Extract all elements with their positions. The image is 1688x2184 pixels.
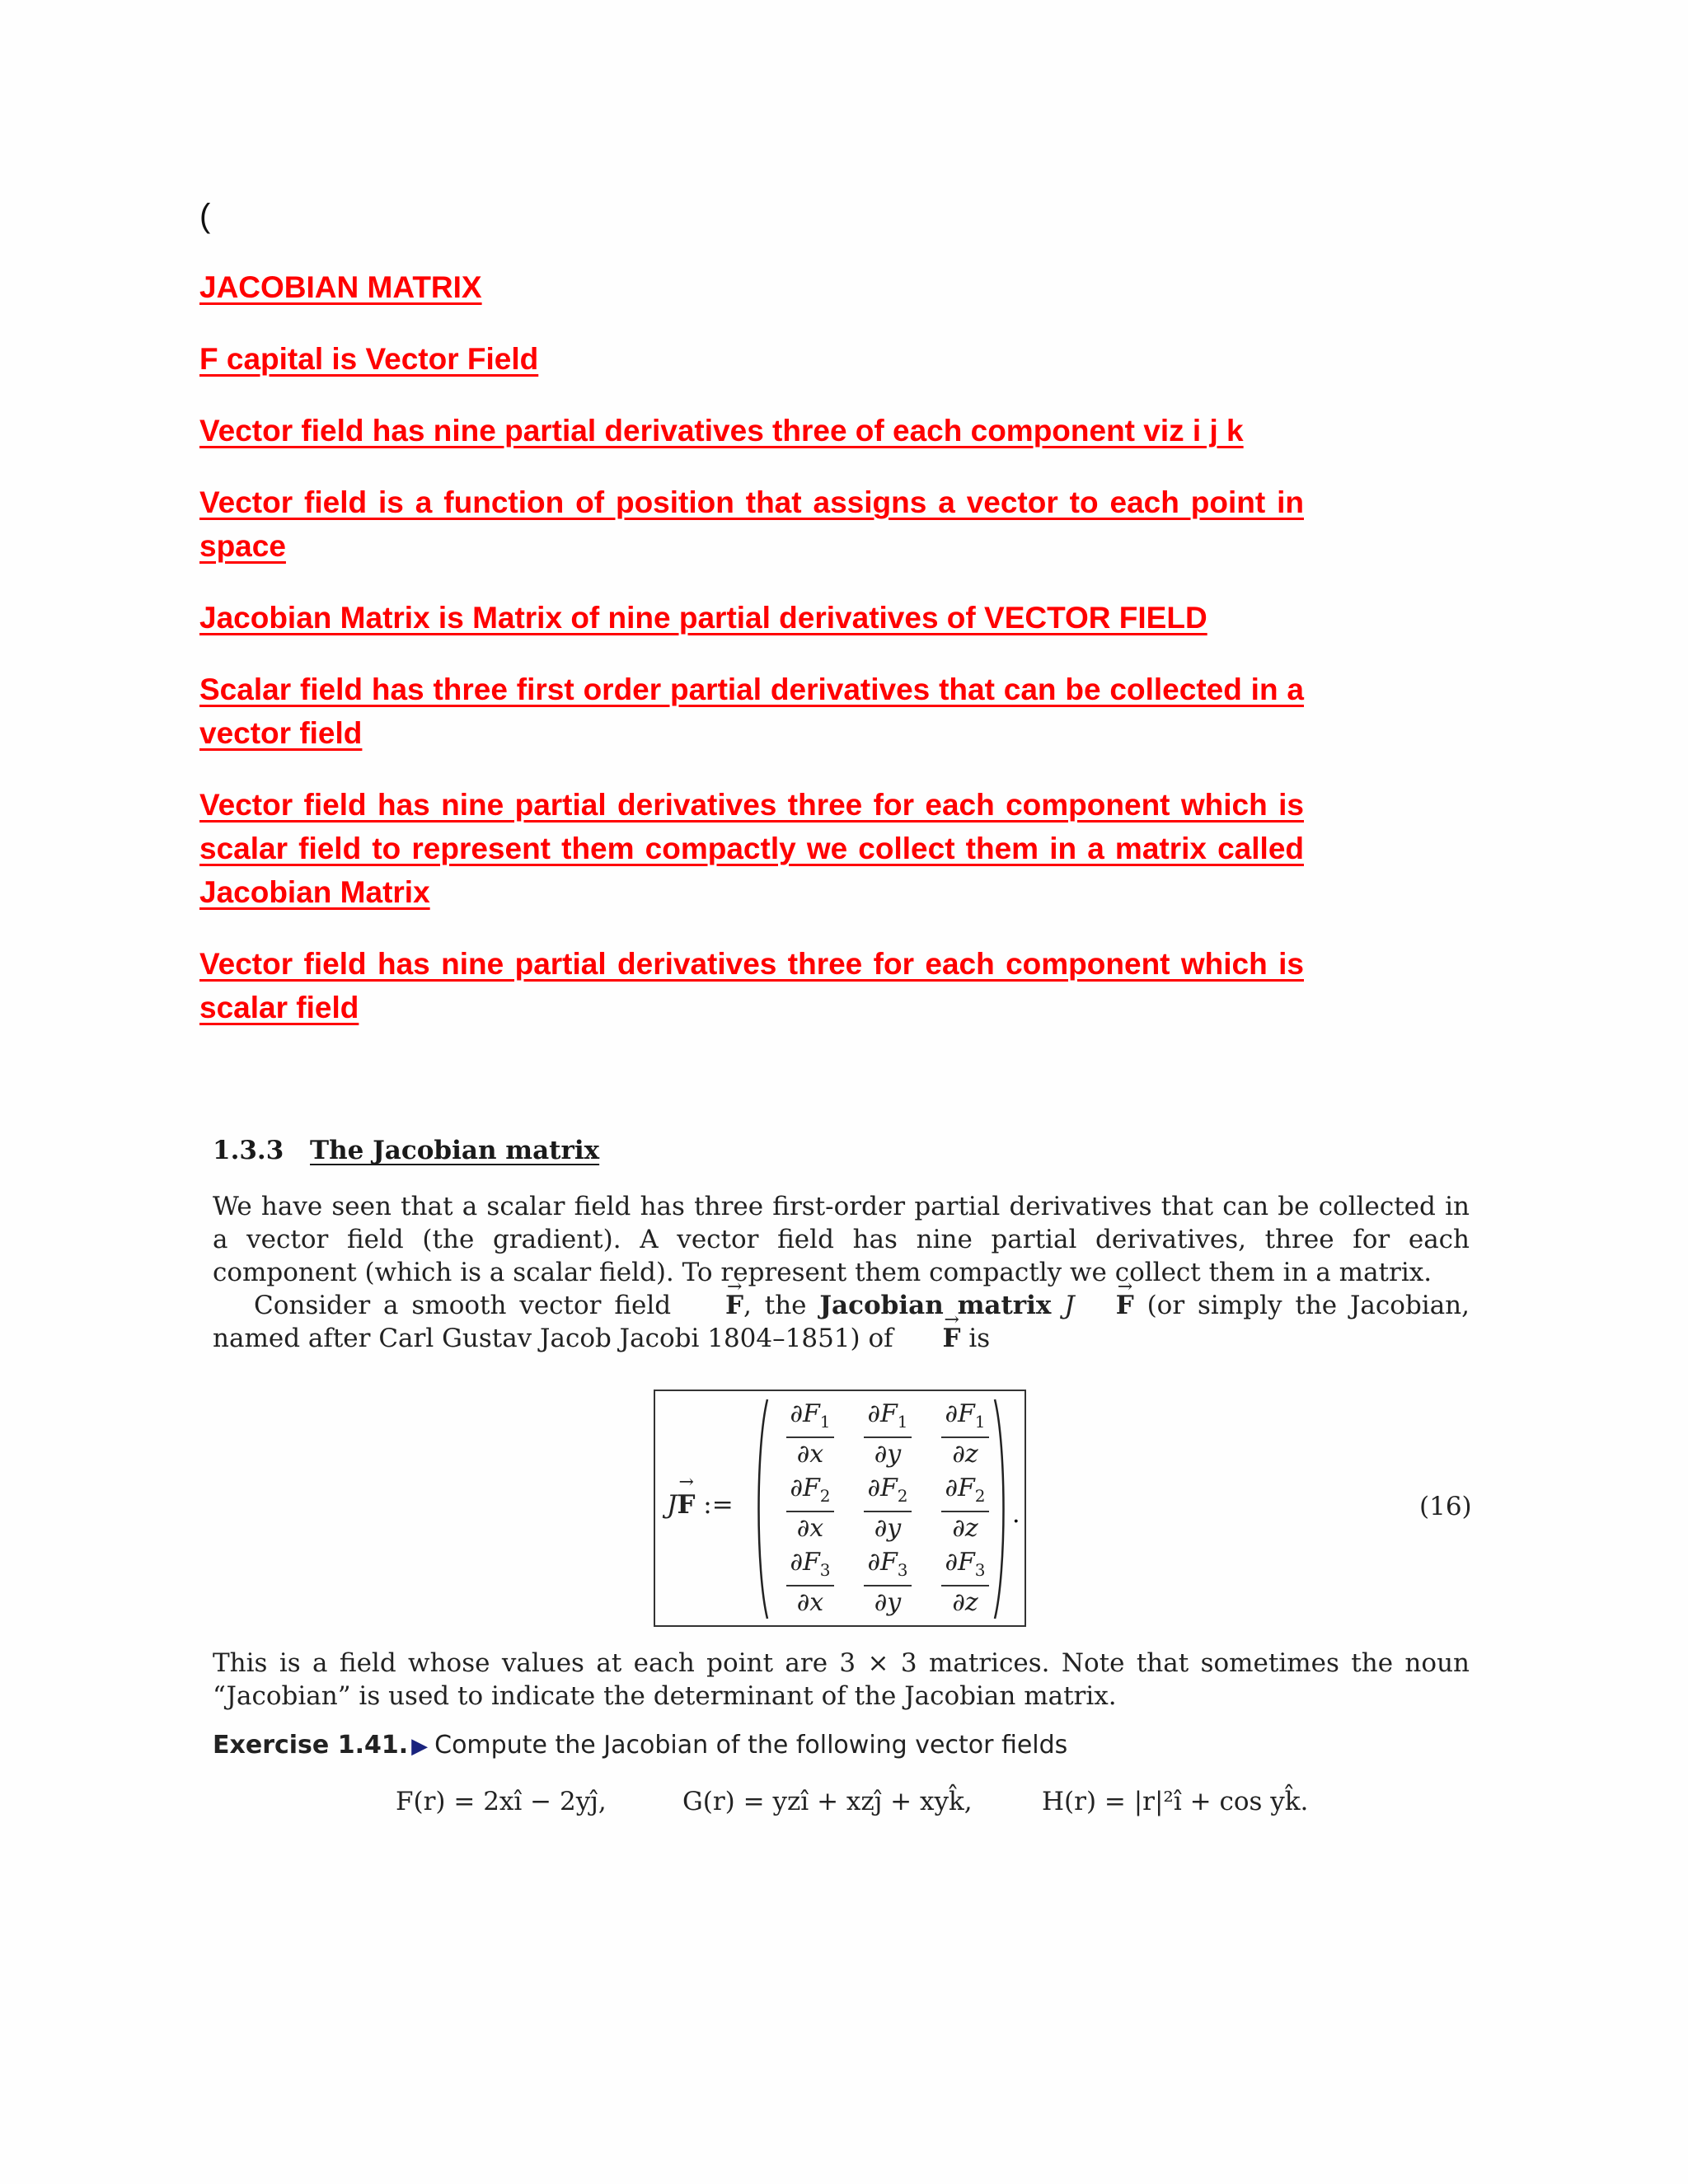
paragraph: Consider a smooth vector field → F, the Jacobian matrix J→ F (or simply the Jacobian, named after Carl Gustav Jacob Jacobi 1804–1851) of → F is <box>213 1289 1470 1355</box>
matrix-entry: $\frac{\partial F_3}{\partial y}$ <box>848 1548 927 1622</box>
note-line: Scalar field has three first order partial derivatives that can be collected in a vector field <box>199 673 1304 750</box>
equation-period: . <box>1012 1500 1020 1529</box>
matrix-entries <box>772 1399 1003 1622</box>
section-number: 1.3.3 <box>213 1136 284 1165</box>
matrix-entry: $\frac{\partial F_1}{\partial z}$ <box>927 1399 1003 1474</box>
open-parenthesis: ( <box>199 198 211 234</box>
note-line: Vector field has nine partial derivatives three for each component which is scalar field to represent them compactly we collect them in a matrix called Jacobian Matrix <box>199 788 1304 909</box>
vector-symbol: → F <box>901 1322 960 1355</box>
field-f: F(r) = 2xî − 2yĵ, <box>396 1787 607 1816</box>
paragraph: We have seen that a scalar field has three first-order partial derivatives that can be collected in a vector field (the gradient). A vector field has nine partial derivatives, three for each component (which is a scalar field). To represent them compactly we collect them in a matrix. <box>213 1192 1470 1287</box>
jacobian-matrix <box>754 1398 993 1620</box>
section-title: The Jacobian matrix <box>310 1136 600 1165</box>
exercise-text: Compute the Jacobian of the following vector fields <box>434 1731 1068 1760</box>
note-line: Vector field has nine partial derivatives three for each component which is scalar field <box>199 947 1304 1024</box>
field-g: G(r) = yzî + xzĵ + xyk̂, <box>682 1787 973 1816</box>
section-heading <box>213 1136 1470 1165</box>
jacobian-equation-box <box>654 1390 1026 1627</box>
term-jacobian-matrix: Jacobian matrix <box>819 1291 1052 1320</box>
textbook-excerpt-continued <box>213 1647 1470 1713</box>
equation-number: (16) <box>1419 1492 1472 1521</box>
matrix-entry: $\frac{\partial F_2}{\partial x}$ <box>772 1474 848 1548</box>
textbook-excerpt <box>213 1136 1470 1355</box>
note-heading: JACOBIAN MATRIX <box>199 270 482 304</box>
matrix-entry: $\frac{\partial F_2}{\partial y}$ <box>848 1474 927 1548</box>
left-paren-icon <box>754 1398 769 1620</box>
exercise-fields <box>396 1787 1385 1816</box>
exercise <box>213 1731 1470 1760</box>
matrix-entry: $\frac{\partial F_3}{\partial x}$ <box>772 1548 848 1622</box>
note-line: F capital is Vector Field <box>199 342 539 376</box>
matrix-entry: $\frac{\partial F_1}{\partial y}$ <box>848 1399 927 1474</box>
matrix-entry: $\frac{\partial F_3}{\partial z}$ <box>927 1548 1003 1622</box>
field-h: H(r) = |r|²î + cos yk̂. <box>1042 1787 1309 1816</box>
right-paren-icon <box>993 1398 1008 1620</box>
equation-lhs: J→ F := <box>667 1490 734 1520</box>
handwritten-notes <box>199 265 1304 1057</box>
triangle-marker-icon: ▶ <box>411 1734 429 1759</box>
note-line: Vector field has nine partial derivatives three of each component viz i j k <box>199 414 1244 448</box>
vector-symbol: → F <box>1075 1289 1134 1322</box>
exercise-label: Exercise 1.41. <box>213 1731 409 1760</box>
note-line: Jacobian Matrix is Matrix of nine partial derivatives of VECTOR FIELD <box>199 601 1207 635</box>
note-line: Vector field is a function of position that assigns a vector to each point in space <box>199 485 1304 563</box>
paragraph: This is a field whose values at each point are 3 × 3 matrices. Note that sometimes the noun “Jacobian” is used to indicate the determinant of the Jacobian matrix. <box>213 1648 1470 1711</box>
vector-symbol: → F <box>684 1289 743 1322</box>
matrix-entry: $\frac{\partial F_1}{\partial x}$ <box>772 1399 848 1474</box>
matrix-entry: $\frac{\partial F_2}{\partial z}$ <box>927 1474 1003 1548</box>
